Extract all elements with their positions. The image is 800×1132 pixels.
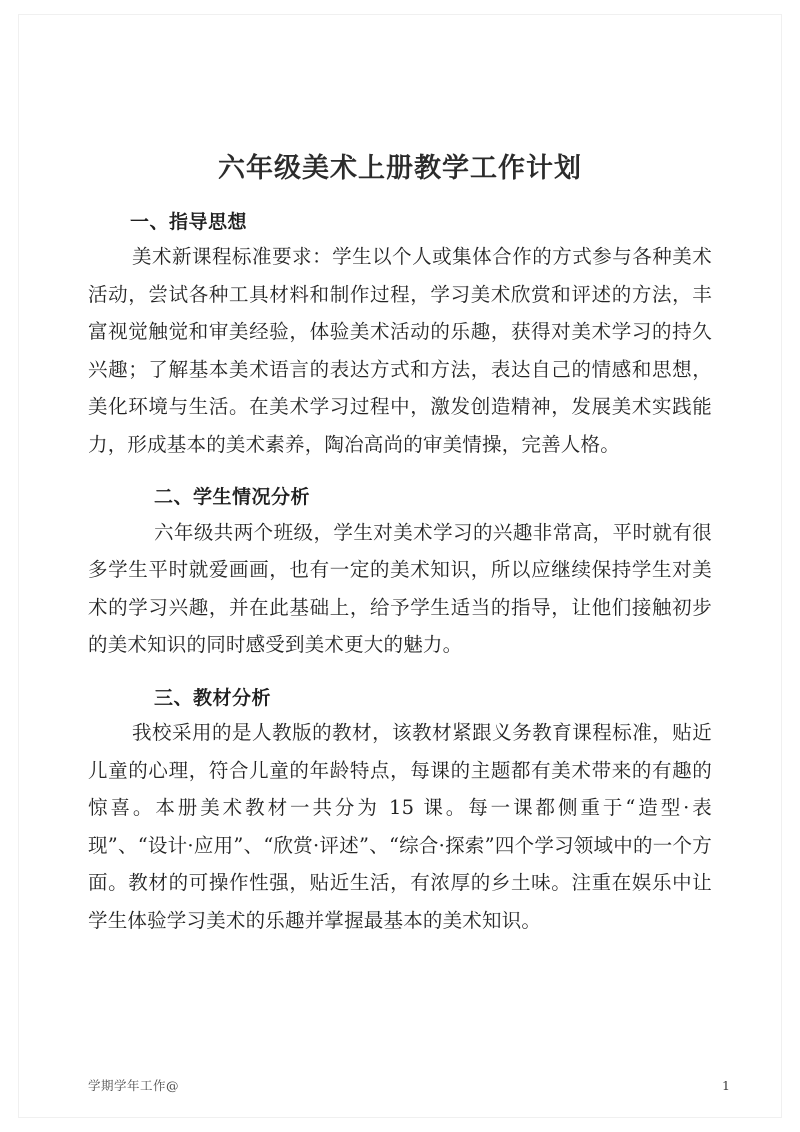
section-heading-3: 三、教材分析 — [154, 686, 272, 709]
section-heading-1: 一、指导思想 — [130, 210, 248, 233]
page-title: 六年级美术上册教学工作计划 — [218, 153, 582, 184]
section-heading-2: 二、学生情况分析 — [154, 486, 311, 509]
document-content — [88, 0, 712, 939]
section-body-2: 六年级共两个班级，学生对美术学习的兴趣非常高，平时就有很多学生平时就爱画画，也有一定的美术知识，所以应继续保持学生对美术的学习兴趣，并在此基础上，给予学生适当的指导，让他们接触初步的美术知识的同时感受到美术更大的魅力。 — [88, 520, 712, 657]
section-body-1: 美术新课程标准要求：学生以个人或集体合作的方式参与各种美术活动，尝试各种工具材料和制作过程，学习美术欣赏和评述的方法，丰富视觉触觉和审美经验，体验美术活动的乐趣，获得对美术学习的持久兴趣；了解基本美术语言的表达方式和方法，表达自己的情感和思想，美化环境与生活。在美术学习过程中，激发创造精神，发展美术实践能力，形成基本的美术素养，陶冶高尚的审美情操，完善人格。 — [88, 245, 712, 456]
page-footer — [88, 1076, 730, 1094]
page-number: 1 — [722, 1078, 730, 1093]
footer-note: 学期学年工作@ — [88, 1078, 180, 1093]
section-body-3: 我校采用的是人教版的教材，该教材紧跟义务教育课程标准，贴近儿童的心理，符合儿童的年龄特点，每课的主题都有美术带来的有趣的惊喜。本册美术教材一共分为 15 课。每一课都侧重于“造型·表现”、“设计·应用”、“欣赏·评述”、“综合·探索”四个学习领域中的一个方面。教材的可操作性强，贴近生活，有浓厚的乡土味。注重在娱乐中让学生体验学习美术的乐趣并掌握最基本的美术知识。 — [88, 721, 712, 932]
